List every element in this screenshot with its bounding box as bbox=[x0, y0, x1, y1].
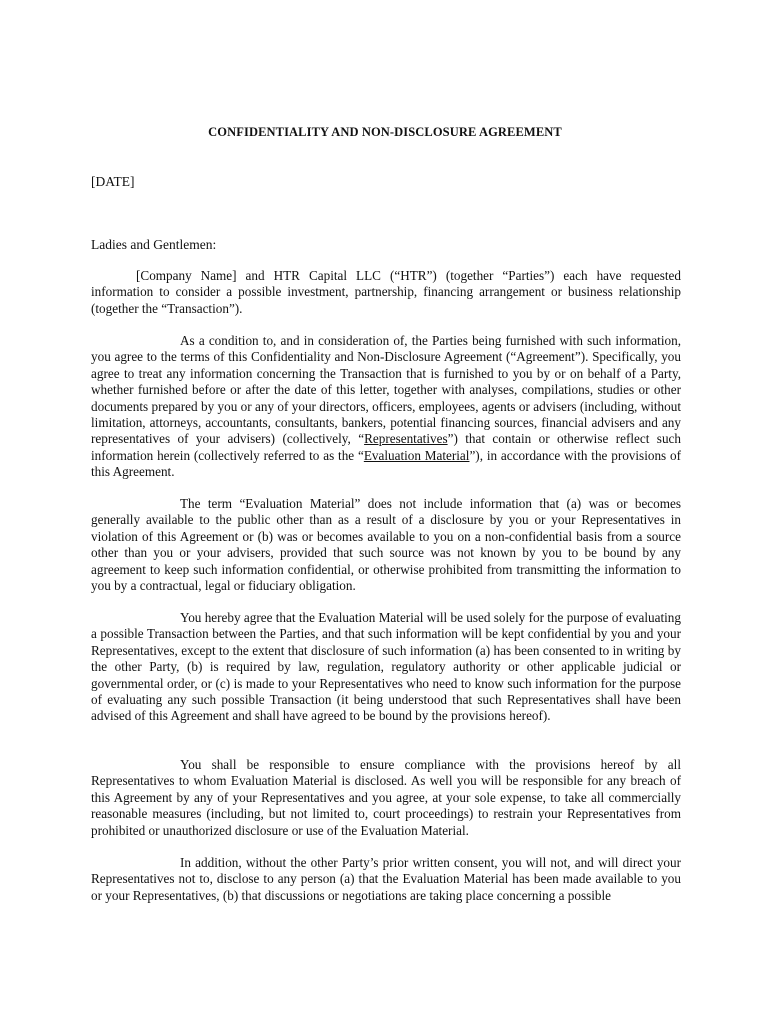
paragraph-non-disclosure: In addition, without the other Party’s prior written consent, you will not, and will direct your Representatives not to, disclose to any person (a) that the Evaluation Material has been made available to you or your Representatives, (b) that discussions or negotiations are taking place concerning a possible bbox=[91, 855, 681, 903]
paragraph-condition-text-a: As a condition to, and in consideration of, the Parties being furnished with such information, you agree to the terms of this Confidentiality and Non-Disclosure Agreement (“Agreement”). Specifically, you agree to treat any information concerning the Transaction that is furnished to you by or on behalf of a Party, whether furnished before or after the date of this letter, together with analyses, compilations, studies or other documents prepared by you or any of your directors, officers, employees, agents or advisers (including, without limitation, attorneys, accountants, consultants, bankers, potential financing sources, financial advisers and any representatives of your advisers) (collectively, “ bbox=[91, 333, 681, 447]
paragraph-use-of-material: You hereby agree that the Evaluation Material will be used solely for the purpose of evaluating a possible Transaction between the Parties, and that such information will be kept confidential by you and your Representatives, except to the extent that disclosure of such information (a) has been consented to in writing by the other Party, (b) is required by law, regulation, regulatory authority or other applicable judicial or governmental order, or (c) is made to your Representatives who need to know such information for the purpose of evaluating any such possible Transaction (it being understood that such Representatives shall have been advised of this Agreement and shall have agreed to be bound by the provisions hereof). bbox=[91, 610, 681, 724]
salutation: Ladies and Gentlemen: bbox=[91, 237, 217, 252]
paragraph-condition bbox=[91, 333, 681, 481]
document-title: CONFIDENTIALITY AND NON-DISCLOSURE AGREEMENT bbox=[208, 125, 562, 139]
defined-term-representatives: Representatives bbox=[364, 431, 448, 447]
paragraph-parties: [Company Name] and HTR Capital LLC (“HTR”) (together “Parties”) each have requested information to consider a possible investment, partnership, financing arrangement or business relationship (together the “Transaction”). bbox=[91, 268, 681, 316]
date-placeholder: [DATE] bbox=[91, 174, 135, 189]
paragraph-condition-text-c: ”), in accordance with the provisions of this Agreement. bbox=[91, 447, 681, 480]
paragraph-exclusions: The term “Evaluation Material” does not include information that (a) was or becomes generally available to the public other than as a result of a disclosure by you or your Representatives in violation of this Agreement or (b) was or becomes available to you on a non-confidential basis from a source other than you or your advisers, provided that such source was not known by you to be bound by any agreement to keep such information confidential, or otherwise prohibited from transmitting the information to you by a contractual, legal or fiduciary obligation. bbox=[91, 496, 681, 594]
paragraph-compliance: You shall be responsible to ensure compliance with the provisions hereof by all Representatives to whom Evaluation Material is disclosed. As well you will be responsible for any breach of this Agreement by any of your Representatives and you agree, at your sole expense, to take all commercially reasonable measures (including, but not limited to, court proceedings) to restrain your Representatives from prohibited or unauthorized disclosure or use of the Evaluation Material. bbox=[91, 757, 681, 838]
defined-term-evaluation-material: Evaluation Material bbox=[363, 447, 470, 463]
paragraph-condition-text-b: ”) that contain or otherwise reflect such information herein (collectively referred to as the “ bbox=[91, 431, 681, 463]
